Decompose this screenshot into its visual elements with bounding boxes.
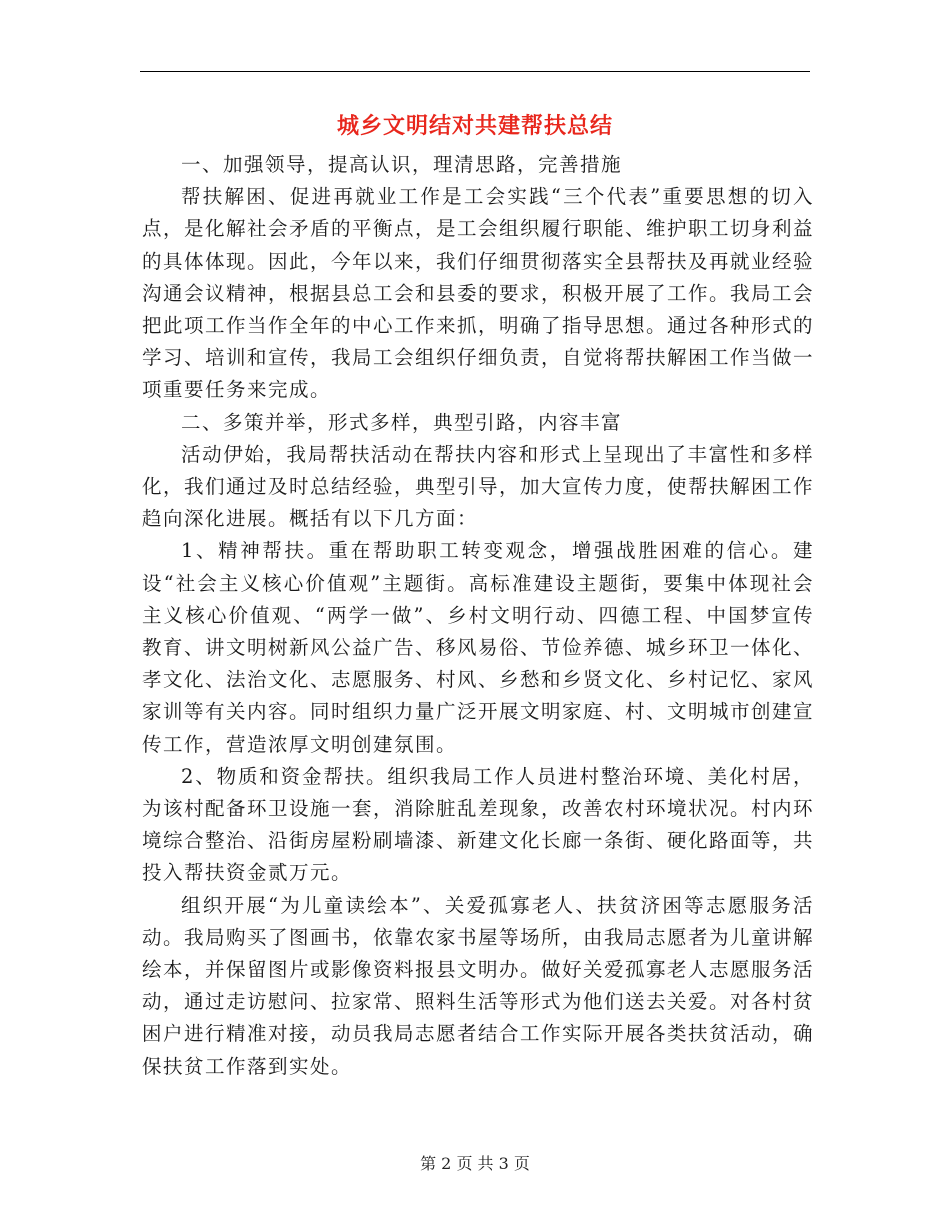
section-heading-2: 二、多策并举，形式多样，典型引路，内容丰富 (181, 410, 623, 434)
body-paragraph: 帮扶解困、促进再就业工作是工会实践“三个代表”重要思想的切入点，是化解社会矛盾的平衡点，是工会组织履行职能、维护职工切身利益的具体体现。因此，今年以来，我们仔细贯彻落实全县帮扶及再就业经验沟通会议精神，根据县总工会和县委的要求，积极开展了工作。我局工会把此项工作当作全年的中心工作来抓，明确了指导思想。通过各种形式的学习、培训和宣传，我局工会组织仔细负责，自觉将帮扶解困工作当做一项重要任务来完成。 (142, 185, 815, 402)
page-number: 第 2 页 共 3 页 (420, 1154, 530, 1173)
section-heading-1: 一、加强领导，提高认识，理清思路，完善措施 (181, 153, 623, 176)
document-body (142, 149, 814, 1083)
body-paragraph: 组织开展“为儿童读绘本”、关爱孤寡老人、扶贫济困等志愿服务活动。我局购买了图画书，依靠农家书屋等场所，由我局志愿者为儿童讲解绘本，并保留图片或影像资料报县文明办。做好关爱孤寡老人志愿服务活动，通过走访慰问、拉家常、照料生活等形式为他们送去关爱。对各村贫困户进行精准对接，动员我局志愿者结合工作实际开展各类扶贫活动，确保扶贫工作落到实处。 (142, 893, 815, 1078)
body-paragraph: 活动伊始，我局帮扶活动在帮扶内容和形式上呈现出了丰富性和多样化，我们通过及时总结经验，典型引导，加大宣传力度，使帮扶解困工作趋向深化进展。概括有以下几方面： (142, 442, 815, 531)
document-title: 城乡文明结对共建帮扶总结 (336, 113, 613, 139)
header-rule (140, 71, 810, 72)
body-paragraph: 2、物质和资金帮扶。组织我局工作人员进村整治环境、美化村居，为该村配备环卫设施一套，消除脏乱差现象，改善农村环境状况。村内环境综合整治、沿街房屋粉刷墙漆、新建文化长廊一条街、硬化路面等，共投入帮扶资金贰万元。 (142, 764, 815, 885)
body-paragraph: 1、精神帮扶。重在帮助职工转变观念，增强战胜困难的信心。建设“社会主义核心价值观”主题街。高标准建设主题街，要集中体现社会主义核心价值观、“两学一做”、乡村文明行动、四德工程、中国梦宣传教育、讲文明树新风公益广告、移风易俗、节俭养德、城乡环卫一体化、孝文化、法治文化、志愿服务、村风、乡愁和乡贤文化、乡村记忆、家风家训等有关内容。同时组织力量广泛开展文明家庭、村、文明城市创建宣传工作，营造浓厚文明创建氛围。 (142, 539, 815, 756)
